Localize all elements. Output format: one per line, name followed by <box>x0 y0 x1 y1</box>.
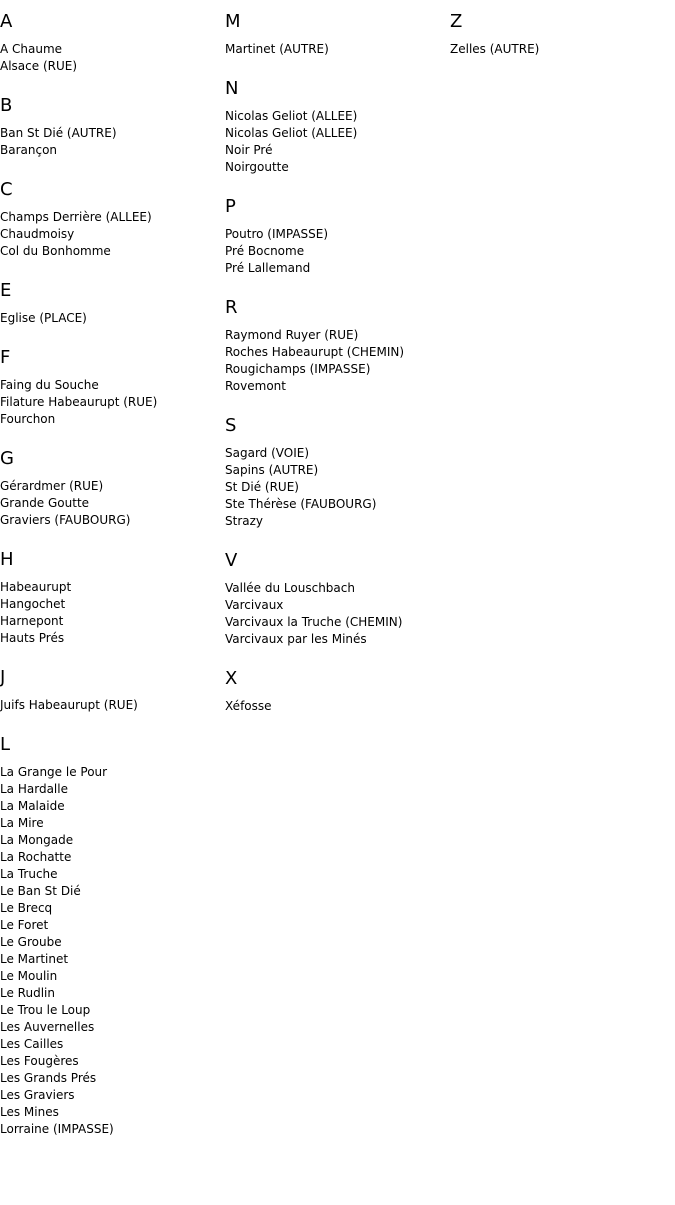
letter-heading: R <box>225 297 238 318</box>
street-entry[interactable]: Gérardmer (RUE) <box>0 479 104 493</box>
street-list <box>0 764 225 1138</box>
letter-heading: F <box>0 347 11 368</box>
street-entry[interactable]: Grande Goutte <box>0 496 90 510</box>
street-entry[interactable]: Vallée du Louschbach <box>225 581 355 595</box>
street-entry[interactable]: Le Foret <box>0 918 49 932</box>
letter-heading: C <box>0 179 13 200</box>
street-entry[interactable]: Les Fougères <box>0 1054 79 1068</box>
letter-heading: V <box>225 550 238 571</box>
letter-group-j <box>0 667 225 714</box>
letter-heading: X <box>225 668 238 689</box>
letter-group-a <box>0 11 225 75</box>
street-list <box>225 327 450 395</box>
street-entry[interactable]: Noirgoutte <box>225 160 289 174</box>
street-entry[interactable]: Le Martinet <box>0 952 69 966</box>
street-entry[interactable]: La Mongade <box>0 833 74 847</box>
street-entry[interactable]: La Grange le Pour <box>0 765 108 779</box>
street-entry[interactable]: Barançon <box>0 143 58 157</box>
street-entry[interactable]: Zelles (AUTRE) <box>450 42 540 56</box>
letter-heading: G <box>0 448 14 469</box>
street-list <box>0 125 225 159</box>
street-entry[interactable]: Les Grands Prés <box>0 1071 97 1085</box>
letter-group-h <box>0 549 225 647</box>
letter-group-x <box>225 668 450 715</box>
street-list <box>0 41 225 75</box>
street-entry[interactable]: Chaudmoisy <box>0 227 75 241</box>
street-entry[interactable]: La Mire <box>0 816 44 830</box>
letter-group-l <box>0 734 225 1138</box>
street-entry[interactable]: Lorraine (IMPASSE) <box>0 1122 114 1136</box>
letter-heading: Z <box>450 11 463 32</box>
street-entry[interactable]: La Hardalle <box>0 782 68 796</box>
street-entry[interactable]: Le Groube <box>0 935 62 949</box>
street-entry[interactable]: Eglise (PLACE) <box>0 311 87 325</box>
letter-heading: B <box>0 95 13 116</box>
street-list <box>225 226 450 277</box>
letter-heading: J <box>0 667 6 688</box>
street-entry[interactable]: Noir Pré <box>225 143 273 157</box>
street-entry[interactable]: Alsace (RUE) <box>0 59 78 73</box>
letter-group-p <box>225 196 450 277</box>
street-entry[interactable]: Sagard (VOIE) <box>225 446 310 460</box>
letter-heading: E <box>0 280 12 301</box>
street-list <box>225 108 450 176</box>
street-entry[interactable]: Les Graviers <box>0 1088 75 1102</box>
street-entry[interactable]: Les Cailles <box>0 1037 64 1051</box>
street-entry[interactable]: Le Rudlin <box>0 986 55 1000</box>
index-column-2 <box>225 11 450 735</box>
street-entry[interactable]: Les Mines <box>0 1105 59 1119</box>
street-entry[interactable]: Pré Lallemand <box>225 261 311 275</box>
letter-group-f <box>0 347 225 428</box>
street-entry[interactable]: La Rochatte <box>0 850 72 864</box>
letter-group-e <box>0 280 225 327</box>
street-entry[interactable]: Varcivaux par les Minés <box>225 632 367 646</box>
street-entry[interactable]: La Malaide <box>0 799 65 813</box>
letter-group-r <box>225 297 450 395</box>
street-entry[interactable]: La Truche <box>0 867 58 881</box>
street-entry[interactable]: Pré Bocnome <box>225 244 305 258</box>
street-entry[interactable]: Martinet (AUTRE) <box>225 42 329 56</box>
street-entry[interactable]: Les Auvernelles <box>0 1020 95 1034</box>
street-entry[interactable]: Varcivaux la Truche (CHEMIN) <box>225 615 403 629</box>
street-list <box>0 310 225 327</box>
letter-group-g <box>0 448 225 529</box>
letter-heading: P <box>225 196 236 217</box>
street-list <box>225 698 450 715</box>
street-list <box>0 209 225 260</box>
letter-group-n <box>225 78 450 176</box>
letter-group-c <box>0 179 225 260</box>
street-entry[interactable]: Xéfosse <box>225 699 272 713</box>
letter-group-z <box>450 11 675 58</box>
street-entry[interactable]: A Chaume <box>0 42 63 56</box>
letter-heading: A <box>0 11 13 32</box>
letter-group-m <box>225 11 450 58</box>
street-entry[interactable]: Ban St Dié (AUTRE) <box>0 126 117 140</box>
street-entry[interactable]: St Dié (RUE) <box>225 480 299 494</box>
street-entry[interactable]: Hauts Prés <box>0 631 65 645</box>
street-entry[interactable]: Fourchon <box>0 412 56 426</box>
street-entry[interactable]: Filature Habeaurupt (RUE) <box>0 395 158 409</box>
street-entry[interactable]: Poutro (IMPASSE) <box>225 227 329 241</box>
street-list <box>0 579 225 647</box>
street-entry[interactable]: Sapins (AUTRE) <box>225 463 319 477</box>
street-entry[interactable]: Strazy <box>225 514 264 528</box>
street-list <box>225 580 450 648</box>
street-list <box>0 377 225 428</box>
street-entry[interactable]: Col du Bonhomme <box>0 244 111 258</box>
street-list <box>0 697 225 714</box>
street-entry[interactable]: Hangochet <box>0 597 66 611</box>
street-entry[interactable]: Nicolas Geliot (ALLEE) <box>225 126 358 140</box>
street-entry[interactable]: Juifs Habeaurupt (RUE) <box>0 698 138 712</box>
street-entry[interactable]: Faing du Souche <box>0 378 99 392</box>
street-index <box>0 11 675 1158</box>
street-entry[interactable]: Le Moulin <box>0 969 58 983</box>
letter-group-b <box>0 95 225 159</box>
street-entry[interactable]: Roches Habeaurupt (CHEMIN) <box>225 345 405 359</box>
street-list <box>225 41 450 58</box>
street-entry[interactable]: Harnepont <box>0 614 64 628</box>
street-entry[interactable]: Champs Derrière (ALLEE) <box>0 210 152 224</box>
street-entry[interactable]: Habeaurupt <box>0 580 72 594</box>
street-list <box>225 445 450 530</box>
street-entry[interactable]: Le Trou le Loup <box>0 1003 91 1017</box>
street-entry[interactable]: Ste Thérèse (FAUBOURG) <box>225 497 377 511</box>
letter-group-v <box>225 550 450 648</box>
street-entry[interactable]: Nicolas Geliot (ALLEE) <box>225 109 358 123</box>
street-entry[interactable]: Raymond Ruyer (RUE) <box>225 328 359 342</box>
letter-heading: N <box>225 78 239 99</box>
street-entry[interactable]: Varcivaux <box>225 598 284 612</box>
letter-heading: M <box>225 11 241 32</box>
street-entry[interactable]: Rovemont <box>225 379 286 393</box>
street-list <box>0 478 225 529</box>
street-entry[interactable]: Le Brecq <box>0 901 53 915</box>
street-entry[interactable]: Graviers (FAUBOURG) <box>0 513 131 527</box>
index-column-3 <box>450 11 675 78</box>
letter-heading: S <box>225 415 237 436</box>
street-list <box>450 41 675 58</box>
letter-group-s <box>225 415 450 530</box>
letter-heading: L <box>0 734 11 755</box>
letter-heading: H <box>0 549 14 570</box>
street-entry[interactable]: Rougichamps (IMPASSE) <box>225 362 371 376</box>
street-entry[interactable]: Le Ban St Dié <box>0 884 81 898</box>
index-column-1 <box>0 11 225 1158</box>
